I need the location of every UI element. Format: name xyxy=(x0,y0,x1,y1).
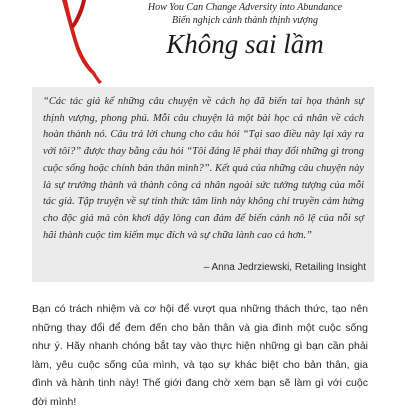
review-quote: “Các tác giả kể những câu chuyện về cách họ đã biến tai họa thành sự thịnh vượng, phong phú. Mỗi câu chuyện là một bài học cá nhân về cách hoàn thành nó. Câu trả lời chung cho câu hỏi “Tại sao điều này lại xảy ra với tôi?” được thay bằng câu hỏi “Tôi đáng lẽ phải thay đổi những gì trong cuộc sống hoặc chính bản thân mình?”. Kết quả của những câu chuyện này là sự trưởng thành và thành công cá nhân ngoài sức tưởng tượng của mỗi tác giả. Tập truyện về sự tỉnh thức tâm linh này không chỉ truyền cảm hứng cho độc giả mà còn khơi dậy lòng can đảm để biến cảnh nô lệ của nỗi sợ hãi thành cuộc tìm kiếm mục đích và sự chữa lành cao cả hơn.” xyxy=(43,96,364,241)
body-paragraph: Bạn có trách nhiệm và cơ hội để vượt qua những thách thức, tạo nên những thay đổi để đem đến cho bản thân và gia đình một cuộc sống như ý. Hãy nhanh chóng bắt tay vào thực hiện những gì bạn cần phải làm, yêu cuộc sống của mình, và tạo sự khác biệt cho bản thân, gia đình và hành tinh này! Thế giới đang chờ xem bạn sẽ làm gì với cuộc đời mình! xyxy=(32,303,368,408)
book-title: Không sai lầm xyxy=(166,29,324,59)
subtitle-vietnamese: Biến nghịch cảnh thành thịnh vượng xyxy=(171,15,319,26)
quote-attribution: – Anna Jedrziewski, Retailing Insight xyxy=(203,262,366,273)
subtitle-english: How You Can Change Adversity into Abundance xyxy=(147,2,343,13)
